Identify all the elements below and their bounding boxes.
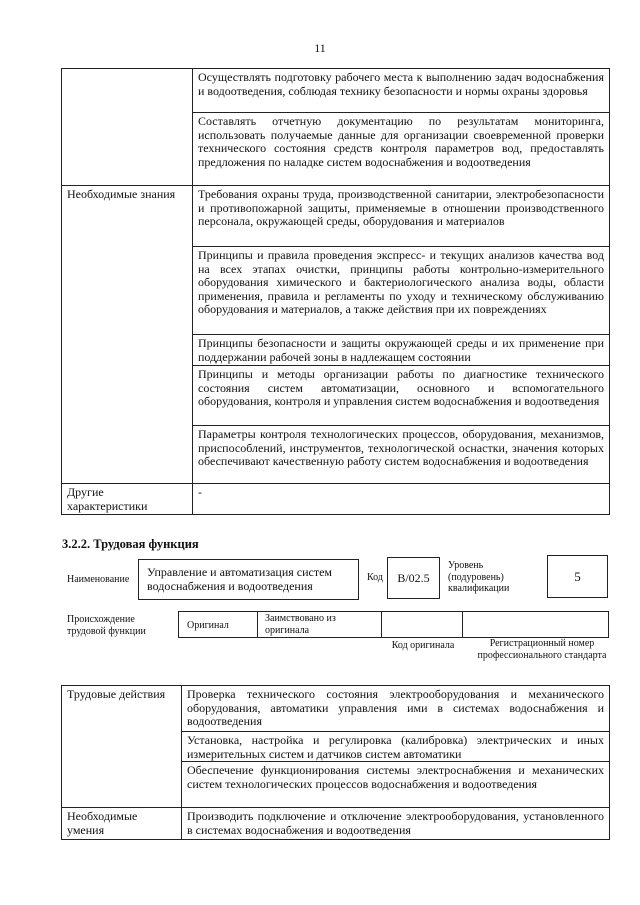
origin-divider-2 [381, 611, 382, 638]
row-label: Необходимые умения [62, 808, 182, 840]
row-label: Другие характеристики [62, 484, 193, 515]
table-row [62, 69, 610, 113]
row-text: Осуществлять подготовку рабочего места к выполнению задач водоснабжения и водоотведения, соблюдая технику безопасности и нормы охраны здоровья [193, 69, 610, 113]
code-original-label: Код оригинала [391, 640, 455, 651]
level-label: Уровень (подуровень) квалификации [448, 560, 510, 594]
row-label: Необходимые знания [62, 186, 193, 484]
row-text: Принципы безопасности и защиты окружающей среды и их применение при поддержании рабочей зоны в надлежащем состоянии [193, 335, 610, 366]
table-row [62, 484, 610, 515]
code-value: B/02.5 [397, 571, 430, 585]
row-text: Производить подключение и отключение электрооборудования, установленного в системах водоснабжения и водоотведения [182, 808, 610, 840]
table-row [62, 808, 610, 840]
page-number: 11 [314, 41, 326, 55]
origin-cells [178, 611, 609, 638]
name-label: Наименование [67, 574, 130, 585]
name-value: Управление и автоматизация систем водоснабжения и водоотведения [147, 565, 333, 593]
origin-borrowed: Заимствовано из оригинала [265, 613, 336, 636]
row-text: Обеспечение функционирования системы электроснабжения и механических систем технологических процессов водоснабжения и водоотведения [182, 762, 610, 808]
origin-original: Оригинал [187, 620, 229, 631]
row-text: Проверка технического состояния электрооборудования и механического оборудования, автоматики управления ими в системах водоснабжения и водоотведения [182, 686, 610, 732]
row-label: Трудовые действия [62, 686, 182, 808]
section-title: 3.2.2. Трудовая функция [62, 537, 199, 551]
function-table [61, 685, 610, 840]
table-row [62, 186, 610, 247]
code-value-box [387, 557, 440, 599]
row-text: - [193, 484, 610, 515]
reg-number-label: Регистрационный номер профессионального стандарта [477, 638, 607, 661]
row-text: Установка, настройка и регулировка (калибровка) электрических и иных измерительных систем и датчиков систем автоматики [182, 732, 610, 762]
row-label [62, 69, 193, 186]
row-text: Принципы и методы организации работы по диагностике технического состояния систем автоматизации, основного и вспомогательного оборудования, контроля и управления систем водоснабжения и водоотведения [193, 366, 610, 426]
row-text: Принципы и правила проведения экспресс- и текущих анализов качества вод на всех этапах очистки, принципы работы контрольно-измерительного оборудования химического и бактериологического анализа воды, области применения, правила и регламенты по уходу и техническому обслуживанию оборудования и материалов, а также действия при их повреждениях [193, 247, 610, 335]
level-value-box [547, 555, 608, 598]
row-text: Составлять отчетную документацию по результатам мониторинга, использовать получаемые данные для организации своевременной проверки технического состояния средств контроля параметров вод, предоставлять предложения по наладке систем водоснабжения и водоотведения [193, 113, 610, 186]
level-value: 5 [574, 569, 581, 584]
competency-table [61, 68, 610, 515]
origin-label: Происхождение трудовой функции [67, 614, 146, 637]
row-text: Требования охраны труда, производственной санитарии, электробезопасности и противопожарной защиты, применяемые в отношении производственного персонала, окружающей среды, оборудования и материалов [193, 186, 610, 247]
origin-divider-3 [462, 611, 463, 638]
origin-divider-1 [257, 611, 258, 638]
name-value-box [138, 559, 359, 600]
table-row [62, 686, 610, 732]
row-text: Параметры контроля технологических процессов, оборудования, механизмов, приспособлений, инструментов, технологической оснастки, значения которых обеспечивают качественную работу систем водоснабжения и водоотведения [193, 426, 610, 484]
code-label: Код [367, 572, 383, 583]
